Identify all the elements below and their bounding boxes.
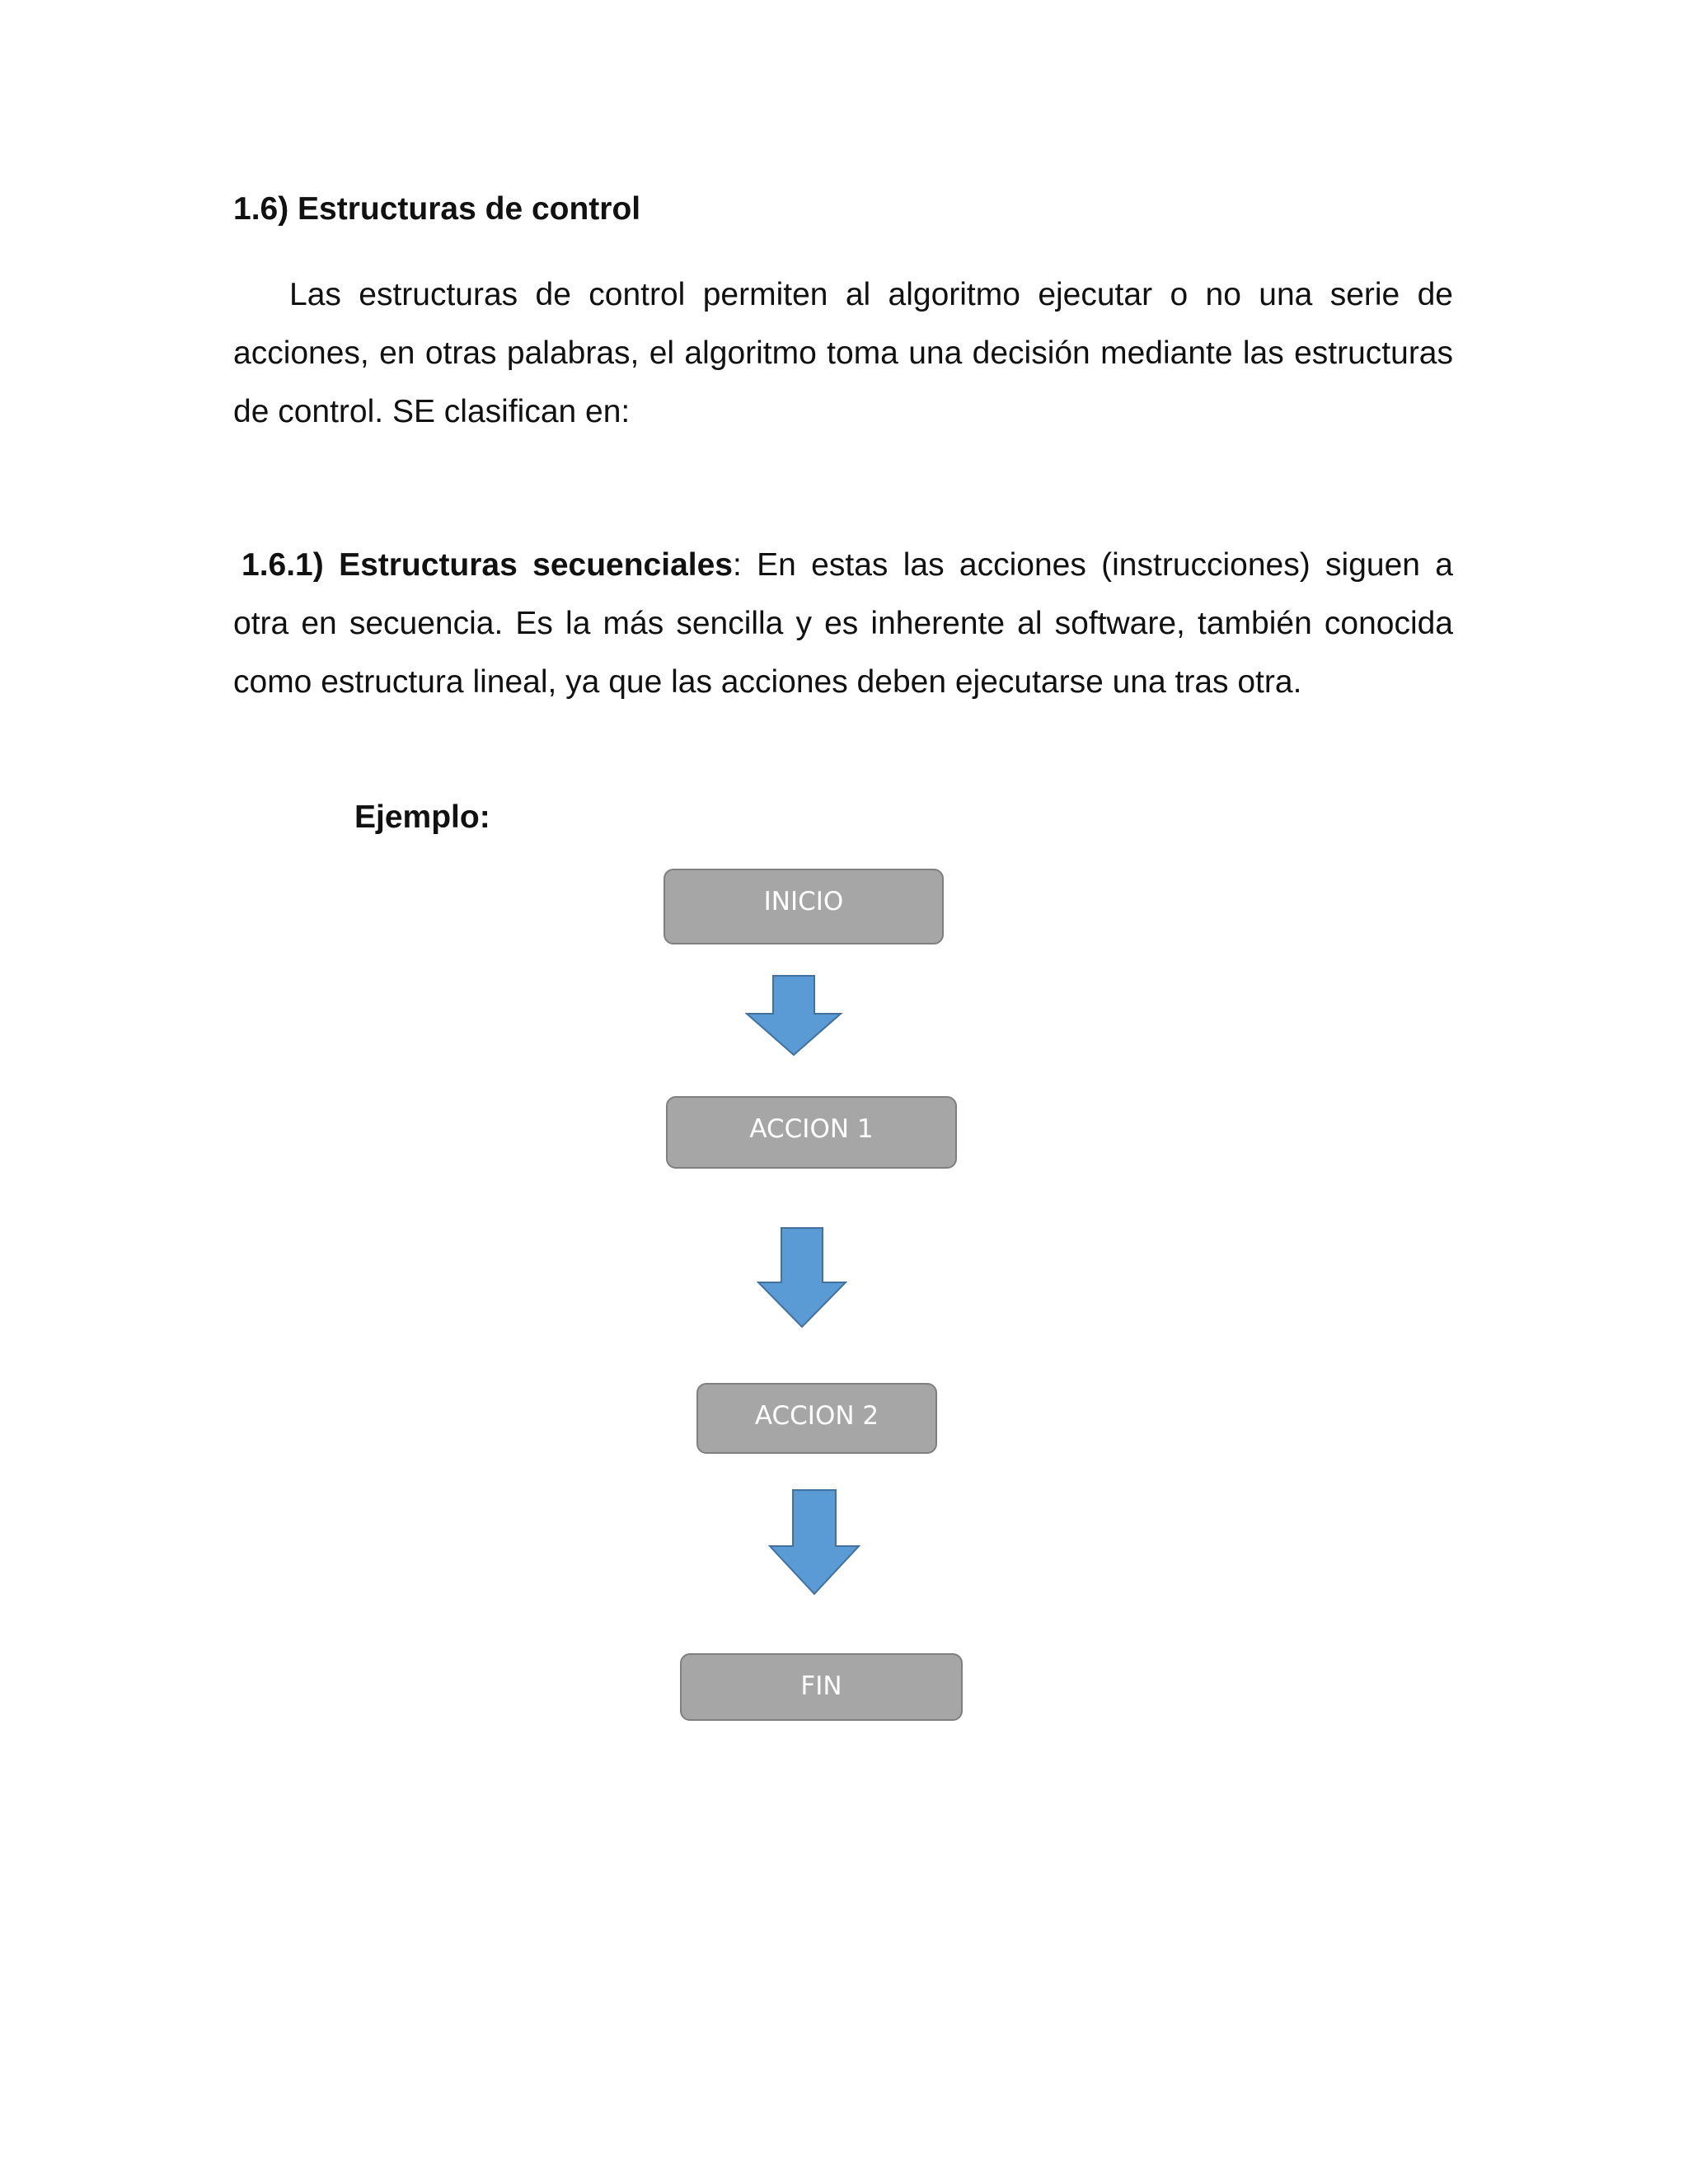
subsection-line-1-rest: : En estas las acciones (instrucciones) siguen a xyxy=(732,547,1453,583)
down-arrow-icon xyxy=(757,1226,849,1329)
flow-step-inicio: INICIO xyxy=(663,869,944,944)
section-heading: 1.6) Estructuras de control xyxy=(233,191,641,227)
subsection-title: Estructuras secuenciales xyxy=(339,547,733,583)
flow-step-fin: FIN xyxy=(680,1653,963,1721)
down-arrow-icon xyxy=(743,974,844,1057)
subsection-number: 1.6.1) xyxy=(241,547,324,583)
down-arrow-icon xyxy=(767,1488,862,1596)
intro-line-1: Las estructuras de control permiten al algoritmo ejecutar o no una serie de xyxy=(289,277,1453,312)
intro-line-2: acciones, en otras palabras, el algoritmo toma una decisión mediante las estructuras xyxy=(233,335,1453,371)
example-label: Ejemplo: xyxy=(354,799,490,835)
intro-line-3: de control. SE clasifican en: xyxy=(233,394,631,429)
flow-step-accion-1: ACCION 1 xyxy=(666,1096,957,1169)
subsection-line-1 xyxy=(233,536,1453,594)
flow-step-accion-2: ACCION 2 xyxy=(696,1383,937,1454)
intro-paragraph xyxy=(233,265,1453,441)
subsection-line-3: como estructura lineal, ya que las acciones deben ejecutarse una tras otra. xyxy=(233,664,1302,700)
subsection-line-2: otra en secuencia. Es la más sencilla y es inherente al software, también conocida xyxy=(233,606,1453,641)
subsection-paragraph xyxy=(233,536,1453,711)
